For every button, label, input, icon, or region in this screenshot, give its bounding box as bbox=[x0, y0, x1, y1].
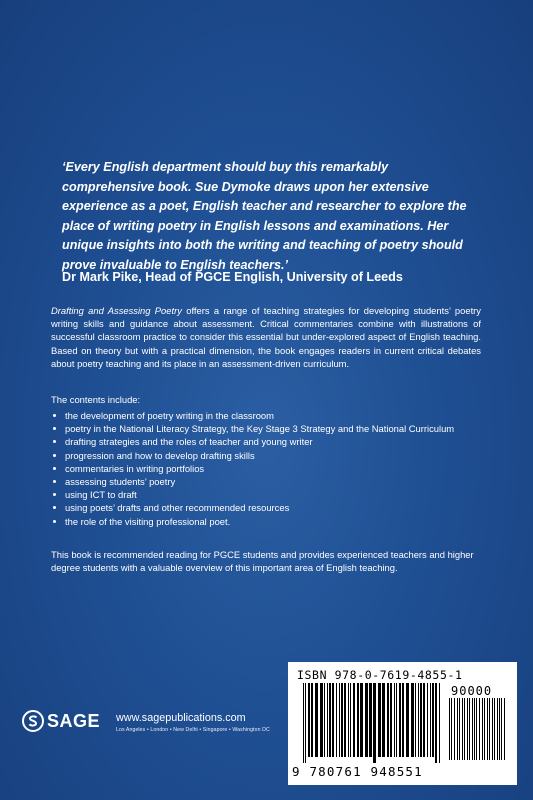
barcode-bar bbox=[411, 683, 414, 757]
barcode-bar bbox=[462, 698, 463, 760]
barcode-bar bbox=[336, 683, 337, 757]
barcode-addon-number: 90000 bbox=[451, 684, 493, 698]
barcode-bar bbox=[464, 698, 465, 760]
barcode-bar bbox=[467, 698, 468, 760]
list-item: the development of poetry writing in the classroom bbox=[51, 409, 491, 422]
barcode-bar bbox=[387, 683, 389, 757]
barcode-bar bbox=[474, 698, 475, 760]
barcode-bar bbox=[406, 683, 409, 757]
list-item: using poets’ drafts and other recommended resources bbox=[51, 501, 491, 514]
barcode-bar bbox=[427, 683, 428, 757]
barcode-bar bbox=[457, 698, 458, 760]
barcode-bar bbox=[357, 683, 359, 757]
barcode-bar bbox=[341, 683, 343, 757]
barcode-bar bbox=[390, 683, 392, 757]
sage-logo bbox=[22, 710, 100, 732]
list-item: the role of the visiting professional poet. bbox=[51, 515, 491, 528]
publisher-url: www.sagepublications.com bbox=[116, 712, 246, 724]
barcode-bar bbox=[454, 698, 455, 760]
barcode-bar bbox=[451, 698, 452, 760]
barcode-bar bbox=[492, 698, 493, 760]
barcode-bar bbox=[504, 698, 505, 760]
barcode-bar bbox=[353, 683, 355, 757]
book-description bbox=[51, 304, 481, 370]
isbn-barcode bbox=[288, 662, 517, 785]
barcode-bar bbox=[350, 683, 351, 757]
barcode-bar bbox=[402, 683, 404, 757]
barcode-bar bbox=[320, 683, 323, 757]
barcode-bar bbox=[489, 698, 490, 760]
list-item: progression and how to develop drafting skills bbox=[51, 449, 491, 462]
barcode-bar bbox=[494, 698, 495, 760]
list-item: assessing students’ poetry bbox=[51, 475, 491, 488]
barcode-bars bbox=[302, 683, 442, 763]
barcode-bar bbox=[360, 683, 363, 757]
barcode-bar bbox=[501, 698, 502, 760]
barcode-bar bbox=[382, 683, 385, 757]
barcode-bar bbox=[430, 683, 431, 757]
barcode-bar bbox=[378, 683, 381, 757]
barcode-bar bbox=[396, 683, 397, 757]
description-body: offers a range of teaching strategies for developing students’ poetry writing skills and guidance about assessment. Critical commentaries combine with illustrations of successful classroom practice to consider this essential but under-explored aspect of English teaching. Based on theory but with a practical dimension, the book engages readers in current critical debates about poetry teaching and its place in an assessment-driven curriculum. bbox=[51, 305, 481, 369]
list-item: using ICT to draft bbox=[51, 488, 491, 501]
barcode-bar bbox=[339, 683, 340, 757]
barcode-bar bbox=[439, 683, 440, 763]
barcode-bar bbox=[423, 683, 425, 757]
closing-paragraph: This book is recommended reading for PGCE students and provides experienced teachers and higher degree students with a valuable overview of this important area of English teaching. bbox=[51, 549, 474, 574]
barcode-bar bbox=[305, 683, 306, 763]
barcode-bar bbox=[303, 683, 304, 763]
list-item: poetry in the National Literacy Strategy, the Key Stage 3 Strategy and the National Curriculum bbox=[51, 422, 491, 435]
barcode-bar bbox=[348, 683, 349, 757]
barcode-number: 9 780761 948551 bbox=[292, 764, 423, 779]
barcode-bar bbox=[432, 683, 434, 757]
barcode-bar bbox=[327, 683, 328, 757]
barcode-bar bbox=[418, 683, 419, 757]
barcode-bar bbox=[482, 698, 483, 760]
barcode-bar bbox=[344, 683, 346, 757]
barcode-bar bbox=[394, 683, 395, 757]
barcode-bar bbox=[311, 683, 313, 757]
barcode-bar bbox=[487, 698, 488, 760]
endorsement-attribution: Dr Mark Pike, Head of PGCE English, University of Leeds bbox=[62, 270, 403, 284]
barcode-bar bbox=[332, 683, 334, 757]
barcode-bar bbox=[329, 683, 331, 757]
sage-mark-icon bbox=[22, 710, 44, 732]
contents-list bbox=[51, 409, 491, 528]
barcode-bar bbox=[484, 698, 485, 760]
barcode-bar bbox=[373, 683, 376, 763]
barcode-bar bbox=[369, 683, 372, 757]
barcode-bar bbox=[415, 683, 416, 757]
barcode-bar bbox=[308, 683, 310, 757]
barcode-bar bbox=[420, 683, 422, 757]
barcode-bar bbox=[472, 698, 473, 760]
barcode-bar bbox=[365, 683, 368, 757]
barcode-bar bbox=[497, 698, 498, 760]
endorsement-quote: ‘Every English department should buy this remarkably comprehensive book. Sue Dymoke draws upon her extensive experience as a poet, English teacher and researcher to explore the place of writing poetry in English lessons and examinations. Her unique insights into both the writing and teaching of poetry should prove invaluable to English teachers.’ bbox=[62, 160, 467, 272]
barcode-addon-bars bbox=[448, 698, 508, 760]
barcode-bar bbox=[476, 698, 477, 760]
barcode-bar bbox=[399, 683, 401, 757]
contents-intro: The contents include: bbox=[51, 394, 141, 405]
isbn-label: ISBN 978-0-7619-4855-1 bbox=[297, 668, 463, 682]
list-item: commentaries in writing portfolios bbox=[51, 462, 491, 475]
barcode-bar bbox=[459, 698, 460, 760]
barcode-bar bbox=[479, 698, 480, 760]
sage-wordmark: SAGE bbox=[47, 710, 101, 731]
list-item: drafting strategies and the roles of teacher and young writer bbox=[51, 435, 491, 448]
barcode-bar bbox=[315, 683, 318, 757]
book-title: Drafting and Assessing Poetry bbox=[51, 305, 182, 316]
publisher-cities: Los Angeles • London • New Delhi • Singapore • Washington DC bbox=[116, 727, 270, 733]
barcode-bar bbox=[449, 698, 450, 760]
barcode-bar bbox=[324, 683, 325, 757]
barcode-bar bbox=[469, 698, 470, 760]
barcode-bar bbox=[499, 698, 500, 760]
barcode-bar bbox=[435, 683, 437, 763]
